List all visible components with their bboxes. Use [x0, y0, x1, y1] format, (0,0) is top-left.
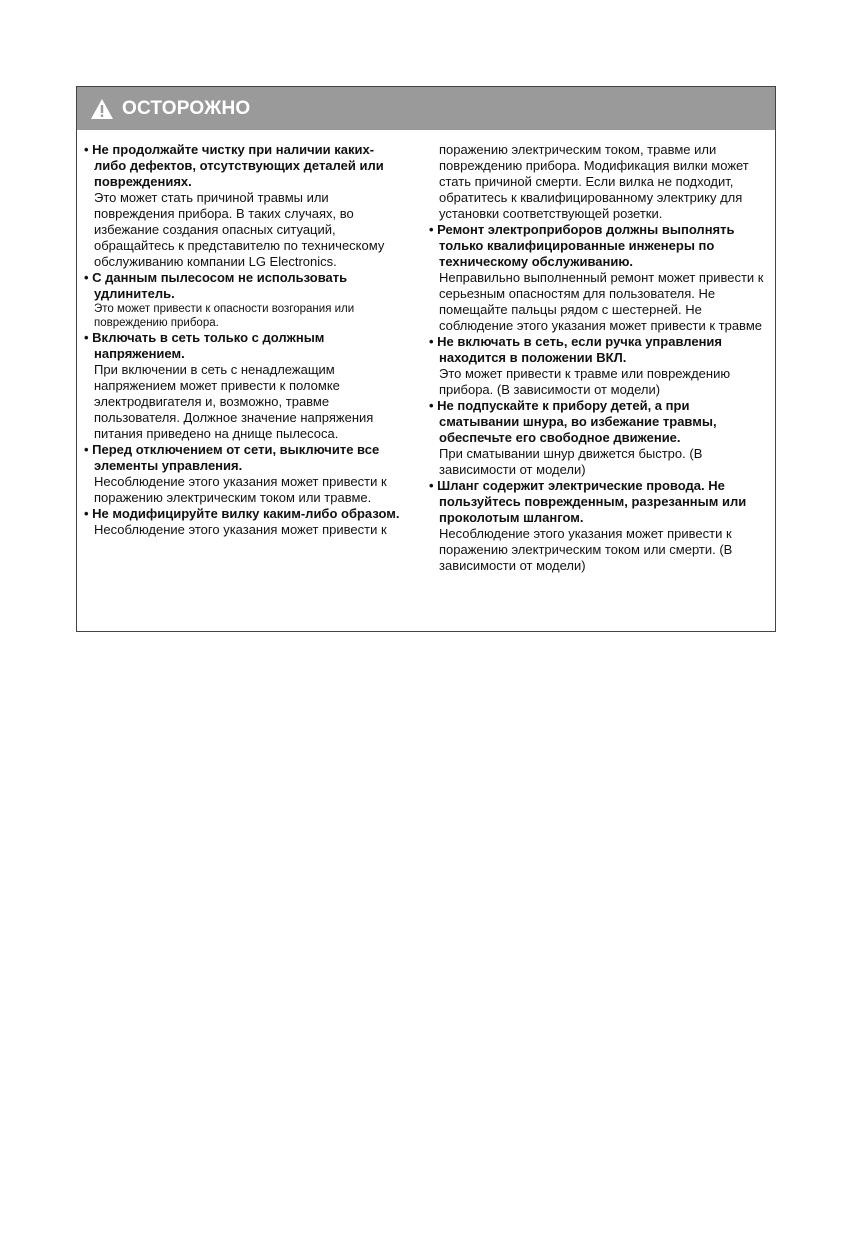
warning-heading: • Не продолжайте чистку при наличии каких-либо дефектов, отсутствующих деталей или повреждениях. — [84, 142, 404, 190]
warning-text: Несоблюдение этого указания может привести к поражению электрическим током или смерти. (В зависимости от модели) — [439, 526, 733, 573]
warning-heading: • Включать в сеть только с должным напряжением. — [84, 330, 404, 362]
warning-text: Это может привести к опасности возгорания или повреждению прибора. — [94, 303, 355, 329]
caution-title: ОСТОРОЖНО — [122, 97, 251, 119]
warning-heading: • Не модифицируйте вилку каким-либо образом. — [84, 506, 404, 522]
continued-text: поражению электрическим током, травме или повреждению прибора. Модификация вилки может стать причиной смерти. Если вилка не подходит, обратитесь к квалифицированному электрику для установки соответствующей розетки. — [439, 142, 749, 221]
warning-text: Неправильно выполненный ремонт может привести к серьезным опасностям для пользователя. Не помещайте пальцы рядом с шестерней. Не соблюдение этого указания может привести к травме — [439, 270, 764, 333]
warning-item — [84, 506, 404, 538]
warning-heading: • Не включать в сеть, если ручка управления находится в положении ВКЛ. — [429, 334, 769, 366]
left-column — [84, 142, 404, 538]
warning-item — [429, 222, 769, 334]
warning-heading: • Перед отключением от сети, выключите все элементы управления. — [84, 442, 404, 474]
warning-text: Несоблюдение этого указания может привести к — [94, 522, 387, 537]
warning-item — [429, 334, 769, 398]
warning-triangle-icon — [90, 98, 114, 120]
right-column — [429, 142, 769, 574]
warning-item — [84, 270, 404, 330]
caution-header — [77, 87, 775, 130]
warning-text: При включении в сеть с ненадлежащим напряжением может привести к поломке электродвигателя и, возможно, травме пользователя. Должное значение напряжения питания приведено на днище пылесоса. — [94, 362, 374, 441]
warning-heading: • Шланг содержит электрические провода. Не пользуйтесь поврежденным, разрезанным или проколотым шлангом. — [429, 478, 769, 526]
warning-heading: • Не подпускайте к прибору детей, а при сматывании шнура, во избежание травмы, обеспечьте его свободное движение. — [429, 398, 769, 446]
warning-heading: • Ремонт электроприборов должны выполнять только квалифицированные инженеры по техническому обслуживанию. — [429, 222, 769, 270]
warning-text: Это может стать причиной травмы или повреждения прибора. В таких случаях, во избежание создания опасных ситуаций, обращайтесь к представителю по техническому обслуживанию компании LG Electronics. — [94, 190, 385, 269]
warning-heading: • С данным пылесосом не использовать удлинитель. — [84, 270, 404, 302]
warning-item — [429, 478, 769, 574]
warning-item — [84, 142, 404, 270]
warning-item — [84, 442, 404, 506]
warning-text: При сматывании шнур движется быстро. (В зависимости от модели) — [439, 446, 703, 477]
caution-box — [76, 86, 776, 632]
warning-item — [429, 398, 769, 478]
warning-text: Это может привести к травме или повреждению прибора. (В зависимости от модели) — [439, 366, 731, 397]
warning-text: Несоблюдение этого указания может привести к поражению электрическим током или травме. — [94, 474, 387, 505]
warning-item — [84, 330, 404, 442]
